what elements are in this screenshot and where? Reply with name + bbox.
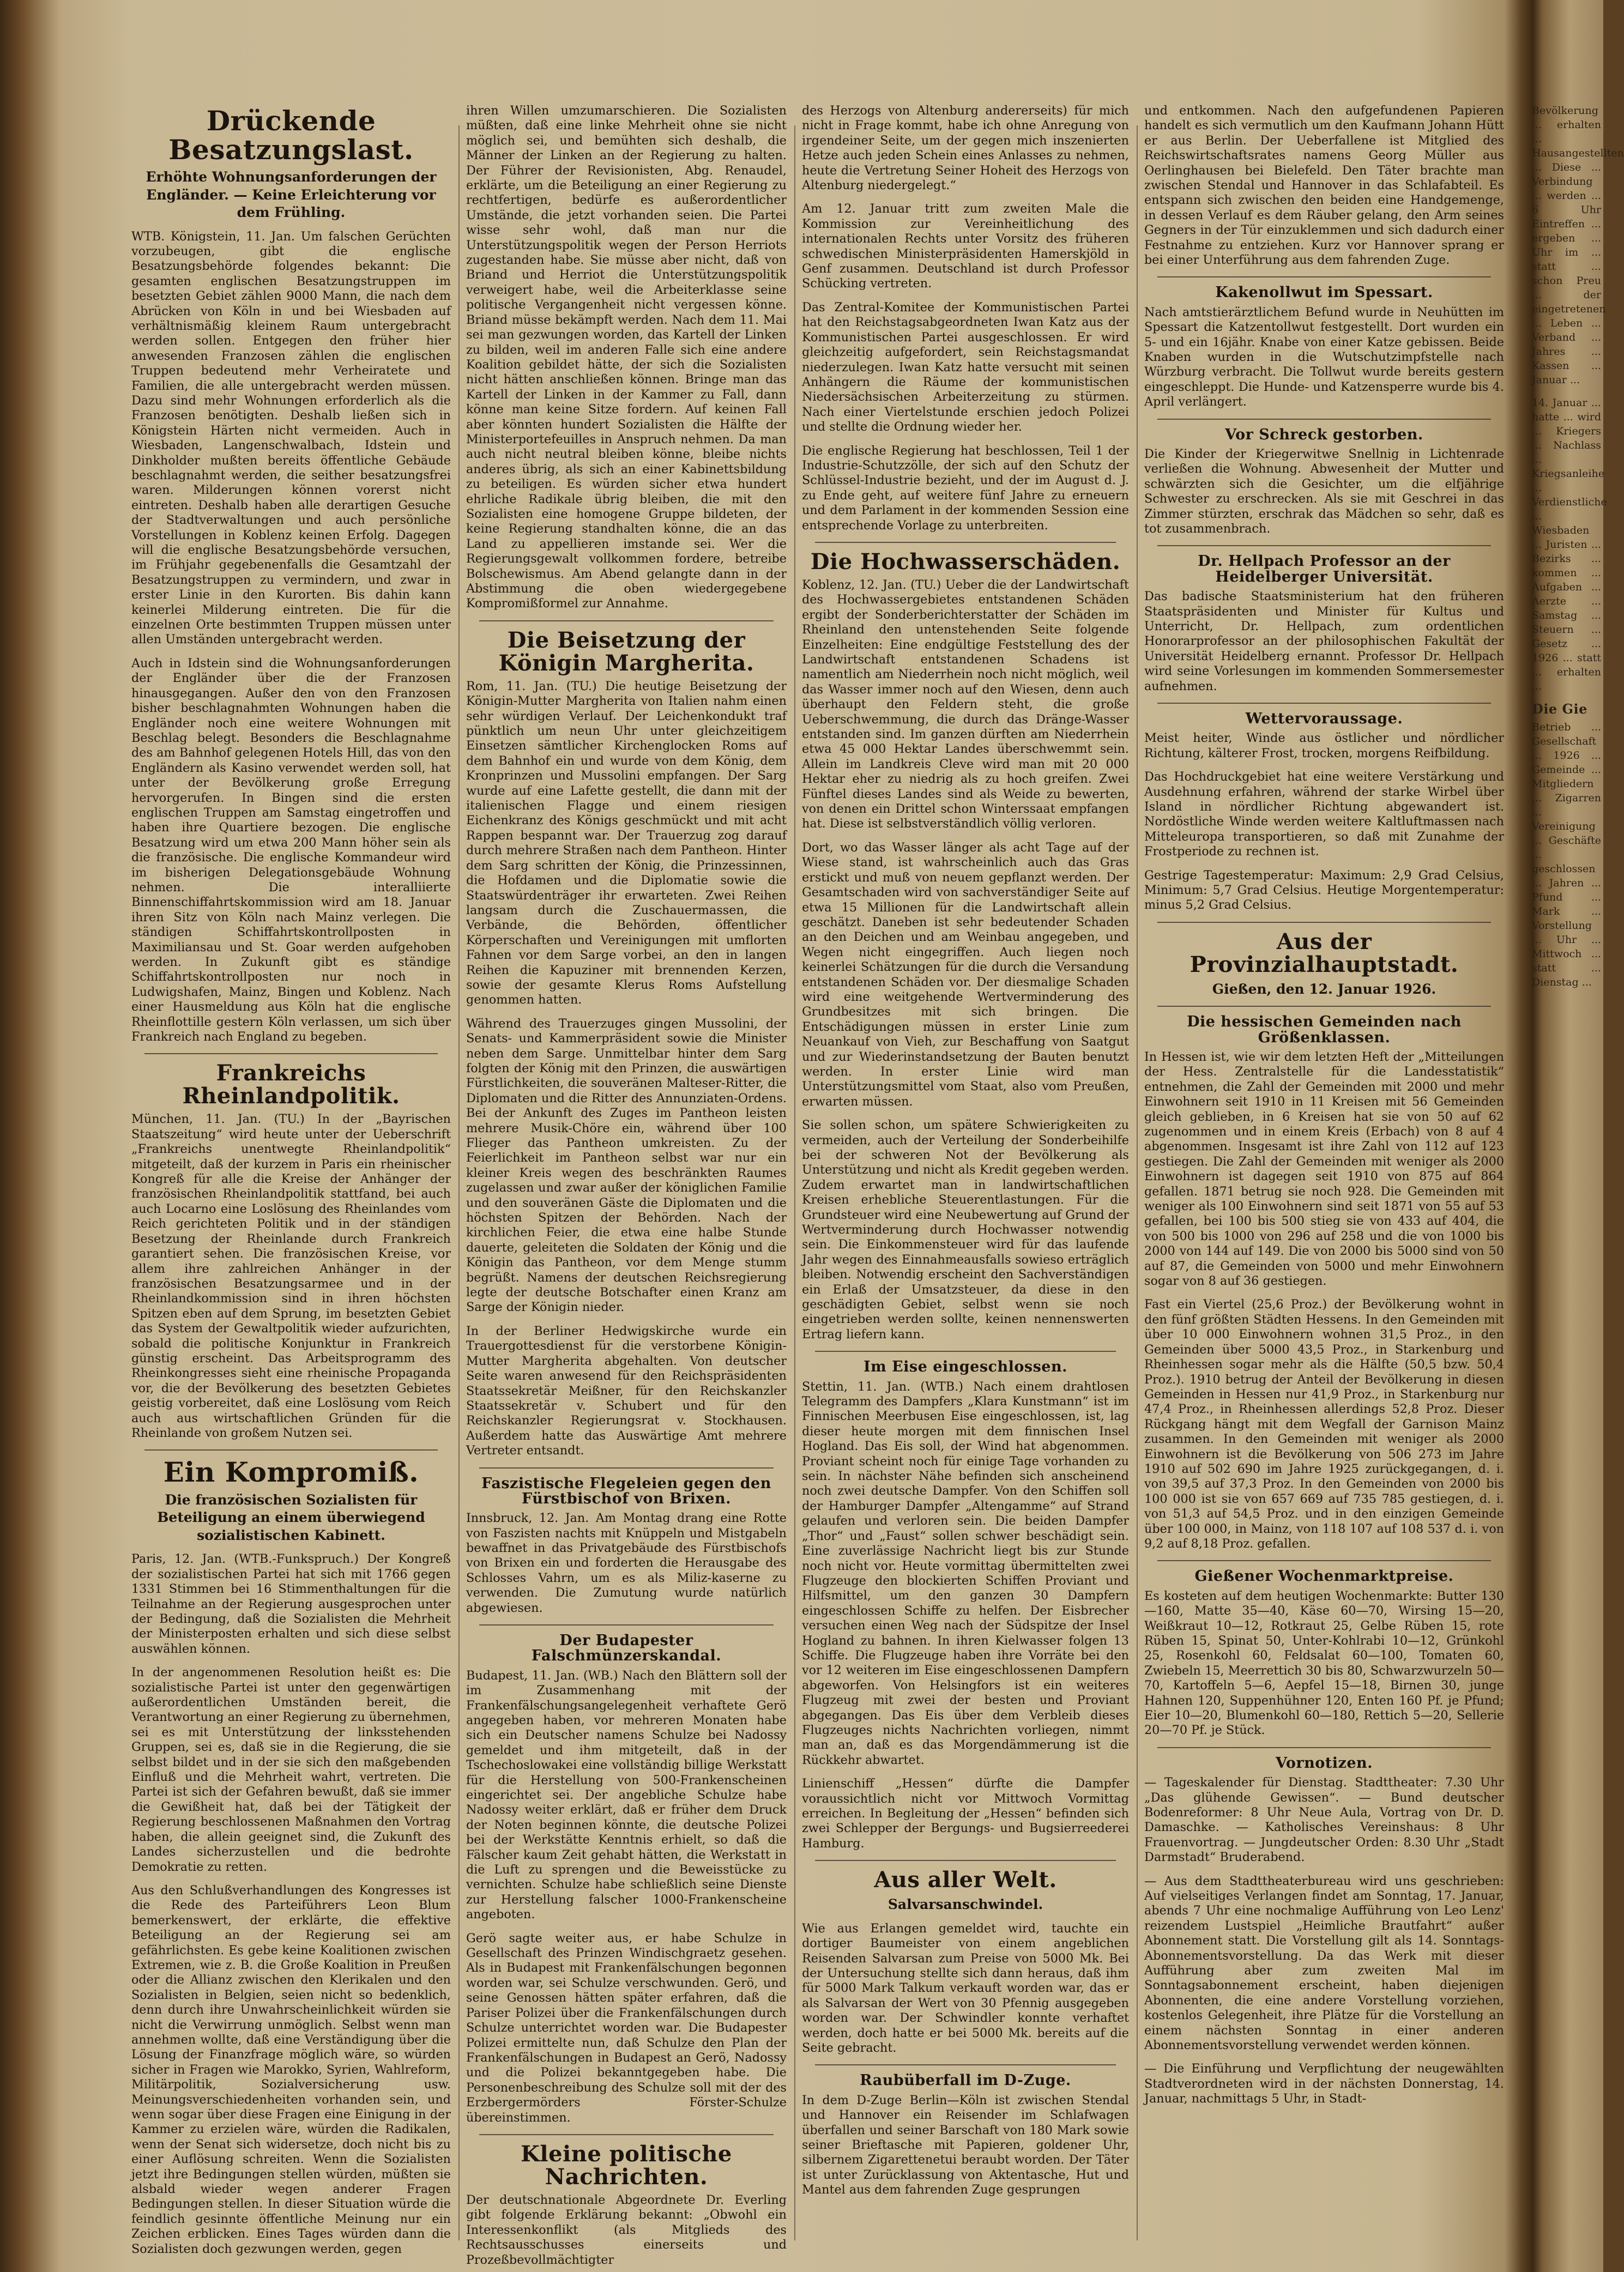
section-divider — [1157, 1006, 1491, 1007]
article-headline: Der Budapester Falschmünzerskandal. — [531, 1632, 722, 1665]
section-divider — [479, 1467, 774, 1469]
article-paragraph: In dem D-Zuge Berlin—Köln ist zwischen Stendal und Hannover ein Reisender im Schlafwagen überfallen und seiner Barschaft von 180 Mark sowie seiner Brieftasche mit Papieren, goldener Uhr, silbernem Zigarettenetui beraubt worden. Der Täter ist unter Zurücklassung von Aktentasche, Hut und Mantel aus dem fahrenden Zuge gesprungen — [802, 2093, 1129, 2197]
article-paragraph: Aus den Schlußverhandlungen des Kongresses ist die Rede des Parteiführers Leon Blum bemerkenswert, der erklärte, die effektive Beteiligung an der Regierung sei am gefährlichsten. Es gebe keine Koalitionen zwischen Extremen, wie z. B. die Große Koalition in Preußen oder die Allianz zwischen den Klerikalen und den Sozialisten in Belgien, seien nicht so bedenklich, denn durch ihre Unwahrscheinlichkeit würden sie nicht die Verwirrung unmöglich. Selbst wenn man annehmen wollte, daß eine Verständigung über die Lösung der Finanzfrage möglich wäre, so würden sicher in Fragen wie Marokko, Syrien, Wahlreform, Militärpolitik, Sozialversicherung usw. Meinungsverschiedenheiten vorhanden sein, und wenn sogar über diese Fragen eine Einigung in der Kammer zu erzielen wäre, würden die Radikalen, wenn der Senat sich widersetze, doch nicht bis zu einer Auflösung schreiten. Wenn die Sozialisten jetzt ihre Bedingungen stellen würden, müßten sie alsbald wieder wegen anderer Fragen Bedingungen stellen. In dieser Situation würde die feindlich gesinnte öffentliche Meinung nur ein Zeichen erblicken. Eines Tages würden dann die Sozialisten doch gezwungen werden, gegen — [131, 1883, 451, 2256]
section-divider — [1157, 419, 1491, 420]
article-paragraph: In der angenommenen Resolution heißt es: Die sozialistische Partei ist unter den gegenwärtigen außerordentlichen Umständen bereit, die Verantwortung an einer Regierung zu übernehmen, sei es mit Unterstützung der linksstehenden Gruppen, sei es, daß sie in die Regierung, die sie selbst bildet und in der sie sich den maßgebenden Einfluß und die Mehrheit wahrt, vertreten. Die Partei ist sich der Gefahren bewußt, daß sie immer die Gewißheit hat, daß bei der Tätigkeit der Regierung beschlossenen Maßnahmen den Vortrag haben, die allein geeignet sind, die Zukunft des Landes sicherzustellen und die bedrohte Demokratie zu retten. — [131, 1665, 451, 1874]
article-subheadline: Die französischen Sozialisten für Beteiligung an einem überwiegend sozialistischen Kabinett. — [157, 1491, 425, 1543]
article-paragraph: Am 12. Januar tritt zum zweiten Male die Kommission zur Vereinheitlichung des internationalen Rechts unter Vorsitz des früheren schwedischen Ministerpräsidenten Hamerskjöld in Genf zusammen. Deutschland ist durch Professor Schücking vertreten. — [802, 202, 1129, 291]
article-paragraph: Der deutschnationale Abgeordnete Dr. Everling gibt folgende Erklärung bekannt: „Obwohl ein Interessenkonflikt (als Mitglieds des Rechtsausschusses einerseits und Prozeßbevollmächtigter — [466, 2192, 787, 2267]
article-paragraph: Koblenz, 12. Jan. (TU.) Ueber die der Landwirtschaft des Hochwassergebietes entstandenen Schäden ergibt der Sonderberichterstatter der Schäden im Rheinland den untenstehenden Seite folgende Einzelheiten: Eine endgültige Feststellung des der Landwirtschaft entstandenen Schadens ist namentlich am Niederrhein noch nicht möglich, weil das Wasser immer noch auf den Wiesen, denn auch überhaupt den Feldern steht, die große Ueberschwemmung, die durch das Dränge-Wasser entstanden sind. Im ganzen dürften am Niederrhein etwa 45 000 Hektar Landes überschwemmt sein. Allein im Landkreis Cleve wird man mit 20 000 Hektar eher zu niedrig als zu hoch greifen. Zwei Fünftel dieses Landes sind als Weide zu bewerten, von denen ein Drittel schon Winterssaat empfangen hat. Diese ist selbstverständlich völlig verloren. — [802, 577, 1129, 831]
article-paragraph: — Tageskalender für Dienstag. Stadttheater: 7.30 Uhr „Das glühende Gewissen“. — Bund deutscher Bodenreformer: 8 Uhr Neue Aula, Vortrag von Dr. D. Damaschke. — Katholisches Vereinshaus: 8 Uhr Frauenvortrag. — Jungdeutscher Orden: 8.30 Uhr „Stadt Darmstadt“ Bruderabend. — [1144, 1775, 1504, 1865]
article-paragraph: des Herzogs von Altenburg andererseits) für mich nicht in Frage kommt, habe ich ohne Anregung von irgendeiner Seite, um der gegen mich inszenierten Hetze auch jeden Schein eines Anlasses zu nehmen, heute die Vertretung Seiner Hoheit des Herzogs von Altenburg niedergelegt.“ — [802, 104, 1129, 193]
edge-text-fragment: Bevölkerung ... erhalten ... Hausangestellten ... Diese ... Verbindung ... werden ... 6 Uhr Eintreffen ... ergeben ... Uhr im ... statt ... schon Preu ... der eingetretenen ... Leben ... Verband ... Jahres ... Kassen ... Januar ... — [1532, 105, 1624, 386]
column-1 — [128, 104, 454, 2254]
adjacent-page-edge — [1526, 104, 1624, 2011]
article-headline: Im Eise eingeschlossen. — [864, 1358, 1067, 1376]
article-headline: Die hessischen Gemeinden nach Größenklassen. — [1187, 1013, 1462, 1046]
section-divider — [1157, 1747, 1491, 1748]
article-paragraph: Linienschiff „Hessen“ dürfte die Dampfer voraussichtlich nicht vor Mittwoch Vormittag erreichen. In Begleitung der „Hessen“ befinden sich zwei Schlepper der Bergungs- und Bugsierreederei Hamburg. — [802, 1776, 1129, 1851]
article-headline: Kleine politische Nachrichten. — [521, 2141, 732, 2190]
article-paragraph: ihren Willen umzumarschieren. Die Sozialisten müßten, daß eine linke Mehrheit ohne sie nicht möglich sei, und bemühten sich deshalb, die Männer der Linken an der Regierung zu halten. Der Führer der Revisionisten, Abg. Renaudel, erklärte, um die Beteiligung an einer Regierung zu rechtfertigen, bedürfe es außerordentlicher Umstände, die jetzt vorhanden seien. Die Partei wisse sehr wohl, daß man nur die Unterstützungspolitik wegen der Person Herriots zugestanden habe. Sie müsse aber nicht, daß von Briand und Herriot die Unterstützungspolitik verweigert habe, weil die Arbeiterklasse seine politische Vergangenheit nicht vergessen könne. Briand müsse bekämpft werden. Nach dem 11. Mai sei man gezwungen worden, das Kartell der Linken zu bilden, weil im anderen Falle sich eine andere Koalition gebildet hätte, der sich die Sozialisten nicht hätten anschließen können. Bringe man das Kartell der Linken in der Kammer zu Fall, dann könne man keine Sitze fordern. Auf keinen Fall aber könnten hundert Sozialisten die Hälfte der Ministerportefeuilles in Anspruch nehmen. Da man auch nicht neutral bleiben könne, bleibe nichts anderes übrig, als sich an einer Kabinettsbildung zu beteiligen. Es würden sicher etwa hundert ehrliche Radikale übrig bleiben, die mit den Sozialisten eine homogene Gruppe bildeten, der keine Regierung standhalten könne, die an das Land zu appellieren imstande sei. Wer die Regierungsgewalt vollkommen fordere, betreibe Bolschewismus. Am Abend gelangte dann in der Abstimmung die oben wiedergegebene Kompromißformel zur Annahme. — [466, 104, 787, 611]
section-divider — [144, 1449, 438, 1451]
article-headline: Wettervoraussage. — [1245, 710, 1403, 727]
column-3 — [799, 104, 1132, 2254]
section-divider — [1157, 545, 1491, 546]
section-divider — [1157, 276, 1491, 277]
article-paragraph: — Die Einführung und Verpflichtung der neugewählten Stadtverordneten wird in der nächsten Donnerstag, 14. Januar, nachmittags 5 Uhr, in Stadt- — [1144, 2062, 1504, 2106]
section-divider — [479, 2134, 774, 2135]
article-headline: Dr. Hellpach Professor an der Heidelberger Universität. — [1198, 553, 1451, 585]
article-headline: Raubüberfall im D-Zuge. — [860, 2072, 1071, 2089]
article-subheadline: Gießen, den 12. Januar 1926. — [1212, 981, 1436, 997]
edge-text-fragment: 14. Januar ... hatte ... wird ... Kriegers ... Nachlass ... Kriegsanleihe ... Verdienstliche ... Wiesbaden ... Juristen ... Bezirks ... kommen ... Aufgaben ... Aerzte ... Samstag ... Steuern ... Gesetz ... 1926 ... statt ... erhalten ... — [1532, 397, 1607, 692]
article-paragraph: und entkommen. Nach den aufgefundenen Papieren handelt es sich vermutlich um den Kaufmann Johann Hütt er aus Berlin. Der Ueberfallene ist Mitglied des Reichswirtschaftsrates namens Georg Müller aus Oerlinghausen bei Bielefeld. Den Täter brachte man zwischen Stendal und Hannover in das Schlafabteil. Es entspann sich zwischen den beiden eine Handgemenge, in dessen Verlauf es dem Räuber gelang, den Arm seines Gegners in der Tür einzuklemmen und sich dadurch einer Festnahme zu entziehen. Kurz vor Hannover sprang er bei einer Unterführung aus dem fahrenden Zuge. — [1144, 104, 1504, 268]
article-paragraph: Gestrige Tagestemperatur: Maximum: 2,9 Grad Celsius, Minimum: 5,7 Grad Celsius. Heutige Morgentemperatur: minus 5,2 Grad Celsius. — [1144, 868, 1504, 913]
article-headline: Die Beisetzung der Königin Margherita. — [498, 627, 754, 676]
column-rule — [794, 125, 795, 2240]
article-paragraph: Fast ein Viertel (25,6 Proz.) der Bevölkerung wohnt in den fünf größten Städten Hessens. In den Gemeinden mit über 10 000 Einwohnern wohnen 31,5 Proz., in den Gemeinden über 5000 43,5 Proz., in Starkenburg und Rheinhessen sogar mehr als die Hälfte (50,5 bzw. 50,4 Proz.). 1910 betrug der Anteil der Bevölkerung in diesen Gemeinden in Hessen nur 41,9 Proz., in Starkenburg nur 47,4 Proz., in Rheinhessen allerdings 52,8 Proz. Dieser Rückgang hängt mit dem Wegfall der Garnison Mainz zusammen. In den Gemeinden mit weniger als 2000 Einwohnern ist die Bevölkerung von 506 273 im Jahre 1910 auf 502 690 im Jahre 1925 zurückgegangen, d. i. von 39,5 auf 37,3 Proz. In den Gemeinden von 2000 bis 100 000 ist sie von 657 669 auf 735 785 gestiegen, d. i. von 51,3 auf 54,5 Proz. und in den einzigen Gemeinde über 100 000, in Mainz, von 118 107 auf 108 537 d. i. von 9,2 auf 8,18 Proz. gefallen. — [1144, 1297, 1504, 1551]
section-divider — [1157, 1560, 1491, 1561]
article-paragraph: In der Berliner Hedwigskirche wurde ein Trauergottesdienst für die verstorbene Königin-Mutter Margherita abgehalten. Von deutscher Seite waren anwesend für den Reichspräsidenten Staatssekretär Meißner, für den Reichskanzler Staatssekretär v. Schubert und für den Reichskanzler Regierungsrat v. Stockhausen. Außerdem hatte das Auswärtige Amt mehrere Vertreter entsandt. — [466, 1324, 787, 1458]
article-paragraph: Stettin, 11. Jan. (WTB.) Nach einem drahtlosen Telegramm des Dampfers „Klara Kunstmann“ ist im Finnischen Meerbusen Eise eingeschlossen, ist, lag dieser heute morgen mit dem finnischen Insel Hogland. Das Eis soll, der Wind hat abgenommen. Proviant scheint noch für einige Tage vorhanden zu sein. In nächster Nähe befinden sich anscheinend noch zwei deutsche Dampfer. Von den Schiffen soll der Hamburger Dampfer „Altengamme“ auf Strand gelaufen und verloren sein. Die beiden Dampfer „Thor“ und „Faust“ sollen schwer beschädigt sein. Eine zuverlässige Nachricht liegt bis zur Stunde noch nicht vor. Heute vormittag übermittelten zwei Flugzeuge den blockierten Schiffen Proviant und Hilfsmittel, um den ganzen 30 Dampfern eingeschlossen Schiffe zu helfen. Der Eisbrecher versuchen einen Weg nach der Südspitze der Insel Hogland zu bahnen. In ihren Kielwasser folgen 13 Schiffe. Die Flugzeuge haben ihre Vorräte bei den vor 12 weiteren im Eise eingeschlossenen Dampfern abgeworfen. Von Helsingfors ist ein weiteres Flugzeug mit zwei der besten und Proviant abgegangen. Das Eis über dem Verbleib dieses Flugzeuges nichts Nachrichten vorliegen, nimmt man an, daß es das Morgendämmerung ist die Rückkehr abwartet. — [802, 1379, 1129, 1767]
section-divider — [1157, 703, 1491, 704]
newspaper-page — [128, 104, 1507, 2267]
article-subheadline: Salvarsanschwindel. — [888, 1896, 1043, 1913]
column-4 — [1141, 104, 1507, 2254]
article-paragraph: Es kosteten auf dem heutigen Wochenmarkte: Butter 130—160, Matte 35—40, Käse 60—70, Wirsing 15—20, Weißkraut 10—12, Rotkraut 25, Gelbe Rüben 15, rote Rüben 15, Spinat 50, Unter-Kohlrabi 10—12, Grünkohl 25, Rosenkohl 60, Feldsalat 60—100, Tomaten 60, Zwiebeln 15, Meerrettich 30 bis 80, Schwarzwurzeln 50—70, Kartoffeln 5—6, Aepfel 15—18, Birnen 30, junge Hahnen 120, Suppenhühner 120, Enten 160 Pf. je Pfund; Eier 10—20, Blumenkohl 60—180, Rettich 5—20, Sellerie 20—70 Pf. je Stück. — [1144, 1588, 1504, 1738]
article-paragraph: Während des Trauerzuges gingen Mussolini, der Senats- und Kammerpräsident sowie die Minister neben dem Sarge. Unmittelbar hinter dem Sarg folgten der König mit den Prinzen, die auswärtigen Fürstlichkeiten, die souveränen Malteser-Ritter, die Diplomaten und die Ritter des Annunziaten-Ordens. Bei der Ankunft des Zuges im Pantheon leisten mehrere Musik-Chöre ein, während über 100 Flieger das Pantheon umkreisten. Zu der Feierlichkeit im Pantheon selbst war nur ein kleiner Kreis wegen des beschränkten Raumes zugelassen und zwar außer der königlichen Familie und den souveränen Gäste die Diplomaten und die höchsten Spitzen der Behörden. Nach der kirchlichen Feier, die etwa eine halbe Stunde dauerte, geleiteten die Soldaten der König und die Königin das Pantheon, vor dem Menge stumm begrüßt. Namens der deutschen Reichsregierung legte der deutsche Botschafter einen Kranz am Sarge der Königin nieder. — [466, 1016, 787, 1315]
section-divider — [1157, 922, 1491, 923]
section-divider — [479, 620, 774, 621]
article-paragraph: Paris, 12. Jan. (WTB.-Funkspruch.) Der Kongreß der sozialistischen Partei hat sich mit 1766 gegen 1331 Stimmen bei 16 Stimmenthaltungen für die Teilnahme an der Regierung ausgesprochen unter der Bedingung, daß die Sozialisten die Mehrheit der Ministerposten erhalten und sich diese selbst auswählen können. — [131, 1552, 451, 1656]
article-headline: Aus aller Welt. — [874, 1867, 1057, 1893]
article-headline: Gießener Wochenmarktpreise. — [1194, 1568, 1454, 1585]
article-paragraph: Das Hochdruckgebiet hat eine weitere Verstärkung und Ausdehnung erfahren, während der starke Wirbel über Island in nördlicher Richtung abgewandert ist. Nordöstliche Winde werden weitere Kaltluftmassen nach Mitteleuropa transportieren, so daß mit Zunahme der Frostperiode zu rechnen ist. — [1144, 770, 1504, 859]
article-paragraph: Sie sollen schon, um spätere Schwierigkeiten zu vermeiden, auch der Verteilung der Sonderbeihilfe bei der schweren Not der Bevölkerung als Unterstützung und nicht als Kredit gegeben werden. Zudem erwartet man in landwirtschaftlichen Kreisen erhebliche Steuerentlastungen. Für die Grundsteuer wird eine Neubewertung auf Grund der Wertverminderung durch Hochwasser notwendig sein. Die Einkommensteuer wird für das laufende Jahr wegen des Einnahmeausfalls sowieso erträglich bleiben. Notwendig erscheint den Sachverständigen ein Erlaß der Umsatzsteuer, da diese in den geschädigten Gebiet, selbst wenn sie noch eingetrieben werden sollte, keinen nennenswerten Ertrag liefern kann. — [802, 1118, 1129, 1342]
article-paragraph: WTB. Königstein, 11. Jan. Um falschen Gerüchten vorzubeugen, gibt die englische Besatzungsbehörde folgendes bekannt: Die gesamten englischen Besatzungstruppen im besetzten Gebiet zählen 9000 Mann, die nach dem Abrücken von Köln in und bei Wiesbaden auf verhältnismäßig kleinem Raum untergebracht werden sollen. Entgegen den früher hier anwesenden Franzosen zählen die englischen Truppen bedeutend mehr Verheiratete und Familien, die alle untergebracht werden müssen. Dazu sind mehr Wohnungen erforderlich als die Franzosen benötigten. Deshalb ließen sich in Königstein Härten nicht vermeiden. Auch in Wiesbaden, Langenschwalbach, Idstein und Dinkholder mußten bereits öffentliche Gebäude beschlagnahmt werden, die seither besatzungsfrei waren. Milderungen können vorerst nicht eintreten. Deshalb haben alle derartigen Gesuche der Stadtverwaltungen und auch persönliche Vorstellungen in Koblenz keinen Erfolg. Dagegen will die englische Besatzungsbehörde versuchen, im Frühjahr gegebenenfalls die Gesamtzahl der Besatzungstruppen zu vermindern, und zwar in erster Linie in den Kurorten. Bis dahin kann keinerlei Milderung eintreten. Die für die einzelnen Orte bestimmten Truppen müssen unter allen Umständen untergebracht werden. — [131, 229, 451, 647]
article-paragraph: In Hessen ist, wie wir dem letzten Heft der „Mitteilungen der Hess. Zentralstelle für die Landesstatistik“ entnehmen, die Zahl der Gemeinden mit 2000 und mehr Einwohnern seit 1910 in 11 Kreisen mit 56 Gemeinden gleich geblieben, in 6 Kreisen hat sie von 50 auf 62 zugenommen und in einem Kreis (Erbach) von 8 auf 4 abgenommen. Insgesamt ist ihre Zahl von 112 auf 123 gestiegen. Die Zahl der Gemeinden mit weniger als 2000 Einwohnern ist dagegen seit 1910 von 875 auf 864 gefallen. 1871 betrug sie noch 928. Die Gemeinden mit weniger als 100 Einwohnern sind seit 1871 von 55 auf 53 gefallen, bei 100 bis 500 stieg sie von 433 auf 404, die von 500 bis 1000 von 296 auf 258 und die von 1000 bis 2000 von 144 auf 149. Die von 2000 bis 5000 sind von 50 auf 87, die Gemeinden von 5000 und mehr Einwohnern sogar von 8 auf 36 gestiegen. — [1144, 1049, 1504, 1289]
article-paragraph: Gerö sagte weiter aus, er habe Schulze in Gesellschaft des Prinzen Windischgraetz gesehen. Als in Budapest mit Frankenfälschungen begonnen worden war, sei Schulze verschwunden. Gerö, und seine Genossen hätten später erfahren, daß die Pariser Polizei über die Frankenfälschungen durch Schulze unterrichtet worden war. Die Budapester Polizei ermittelte nun, daß Schulze den Plan der Frankenfälschungen in Budapest an Gerö, Nadossy und die Polizei bekanntgegeben habe. Die Personenbeschreibung des Schulze soll mit der des Erzbergermörders Förster-Schulze übereinstimmen. — [466, 1931, 787, 2125]
article-headline: Ein Kompromiß. — [163, 1456, 419, 1489]
article-headline: Vor Schreck gestorben. — [1225, 426, 1423, 443]
article-paragraph: Budapest, 11. Jan. (WB.) Nach den Blättern soll der im Zusammenhang mit der Frankenfälschungsangelegenheit verhaftete Gerö angegeben haben, vor mehreren Monaten habe sich ein Deutscher namens Schulze bei Nadossy gemeldet und ihm mitgeteilt, daß in der Tschechoslowakei eine vollständig billige Werkstatt für die Herstellung von 500-Frankenscheinen eingerichtet sei. Der angebliche Schulze habe Nadossy weiter erklärt, daß er früher dem Druck der Noten beginnen könnte, die deutsche Polizei bei der Werkstätte Kenntnis erhielt, so daß die Fälscher kaum Zeit gehabt hätten, die Werkstatt in die Luft zu sprengen und die Beweisstücke zu vernichten. Schulze habe schließlich seine Dienste zur Herstellung falscher 1000-Frankenscheine angeboten. — [466, 1668, 787, 1922]
article-paragraph: Das badische Staatsministerium hat den früheren Staatspräsidenten und Minister für Kultus und Unterricht, Dr. Hellpach, zum ordentlichen Honorarprofessor an der philosophischen Fakultät der Universität Heidelberg ernannt. Professor Dr. Hellpach wird seine Vorlesungen im kommenden Sommersemester aufnehmen. — [1144, 589, 1504, 693]
edge-headline: Die Gie — [1532, 701, 1587, 717]
article-paragraph: Wie aus Erlangen gemeldet wird, tauchte ein dortiger Baumeister von einem angeblichen Reisenden Salvarsan zum Preise von 5000 Mk. Bei der Untersuchung stellte sich dann heraus, daß ihm für 5000 Mark Talkum verkauft worden war, das er als Salvarsan der Wert von 30 Pfennig ausgegeben worden war. Der Schwindler konnte verhaftet werden, doch hatte er bei 5000 Mk. bereits auf die Seite gebracht. — [802, 1921, 1129, 2055]
article-headline: Drückende Besatzungslast. — [168, 105, 414, 166]
section-divider — [815, 542, 1116, 543]
article-headline: Vornotizen. — [1275, 1754, 1373, 1772]
article-paragraph: Die englische Regierung hat beschlossen, Teil 1 der Industrie-Schutzzölle, der sich auf den Schutz der Schlüssel-Industrie bezieht, und der im August d. J. zu Ende geht, auf weitere fünf Jahre zu erneuern und dem Parlament in der kommenden Session eine entsprechende Vorlage zu unterbreiten. — [802, 443, 1129, 533]
column-rule — [458, 125, 460, 2240]
article-paragraph: Die Kinder der Kriegerwitwe Snellnig in Lichtenrade verließen die Wohnung. Abwesenheit der Mutter und schwärzten sich die Gesichter, um die elfjährige Schwester zu erschrecken. Als sie mit Geschrei in das Zimmer stürzten, erschrak das Mädchen so sehr, daß es tot zusammenbrach. — [1144, 447, 1504, 536]
article-paragraph: Nach amtstierärztlichem Befund wurde in Neuhütten im Spessart die Katzentollwut festgestellt. Dort wurden ein 5- und ein 16jähr. Knabe von einer Katze gebissen. Beide Knaben wurden in die Wutschutzimpfstelle nach Würzburg verbracht. Die Tollwut wurde bereits gestern eingeschleppt. Die Hunde- und Katzensperre wurde bis 4. April verlängert. — [1144, 305, 1504, 409]
article-paragraph: München, 11. Jan. (TU.) In der „Bayrischen Staatszeitung“ wird heute unter der Ueberschrift „Frankreichs unentwegte Rheinlandpolitik“ mitgeteilt, daß der kurzem in Paris ein rheinischer Kongreß für alle die Kreise der Anhänger der französischen Rheinlandpolitik stattfand, bei auch auch Locarno eine Loslösung des Rheinlandes vom Reich gerichteten Politik und in der ständigen Besetzung der Rheinlande durch Frankreich garantiert sehen. Die französischen Kreise, vor allem ihre zahlreichen Anhänger in der französischen Besatzungsarmee und in der Rheinlandkommission sind in ihren höchsten Spitzen eben auf dem Sprung, im besetzten Gebiet das System der Gewaltpolitik wieder aufzurichten, sobald die politische Konjunktur in Frankreich günstig erscheint. Das Arbeitsprogramm des Rheinkongresses sieht eine rheinische Propaganda vor, die der Bevölkerung des besetzten Gebietes geistig vorbereitet, daß eine Loslösung vom Reich auch aus wirtschaftlichen Gründen für die Rheinlande von großem Nutzen sei. — [131, 1112, 451, 1440]
section-divider — [815, 1351, 1116, 1352]
column-rule — [1137, 125, 1138, 2240]
article-paragraph: — Aus dem Stadttheaterbureau wird uns geschrieben: Auf vielseitiges Verlangen findet am Sonntag, 17. Januar, abends 7 Uhr eine nochmalige Aufführung von Leo Lenz' reizendem Lustspiel „Heimliche Brautfahrt“ außer Abonnement statt. Die Vorstellung gilt als 14. Sonntags-Abonnementsvorstellung. Da das Werk mit dieser Aufführung aber zum zweiten Mal im Sonntagsabonnement erscheint, haben diejenigen Abonnenten, die eine andere Vorstellung vorziehen, kostenlos Gelegenheit, ihre Plätze für die Vorstellung an einem nächsten Sonntag in einer anderen Abonnementsvorstellung verwendet werden können. — [1144, 1874, 1504, 2053]
article-headline: Kakenollwut im Spessart. — [1215, 284, 1433, 301]
section-divider — [144, 1053, 438, 1054]
article-headline: Frankreichs Rheinlandpolitik. — [182, 1060, 400, 1109]
section-divider — [815, 2064, 1116, 2065]
article-paragraph: Dort, wo das Wasser länger als acht Tage auf der Wiese stand, ist wahrscheinlich auch das Gras erstickt und muß von neuem gepflanzt werden. Der Gesamtschaden wird von sachverständiger Seite auf etwa 15 Millionen für die Landwirtschaft allein geschätzt. Daneben ist sehr bedeutender Schaden an den Deichen und am Weinbau angegeben, und Wegen nicht eingegriffen. Auch liegen noch keinerlei Schätzungen für die durch die Versandung entstandenen Schäden vor. Der diesmalige Schaden wird eine weitgehende Wertverminderung des Grundbesitzes mit sich bringen. Die Entschädigungen müssen in erster Linie zum Neuankauf von Vieh, zur Beschaffung von Saatgut und zur Wiederinstandsetzung der Bauten benutzt werden. In erster Linie wird man Unterstützungsmittel vom Staat, also vom Preußen, erwarten müssen. — [802, 840, 1129, 1109]
article-paragraph: Das Zentral-Komitee der Kommunistischen Partei hat den Reichstagsabgeordneten Iwan Katz aus der Kommunistischen Partei ausgeschlossen. Er wird gleichzeitig aufgefordert, sein Reichstagsmandat niederzulegen. Iwan Katz hatte versucht mit seinen Anhängern die Räume der kommunistischen Niedersächsischen Arbeiterzeitung zu stürmen. Nach einer Viertelstunde erschien jedoch Polizei und stellte die Ordnung wieder her. — [802, 300, 1129, 434]
article-headline: Faszistische Flegeleien gegen den Fürstbischof von Brixen. — [481, 1475, 771, 1507]
article-paragraph: Auch in Idstein sind die Wohnungsanforderungen der Engländer über die der Franzosen hinausgegangen. Außer den von den Franzosen bisher beschlagnahmten Wohnungen haben die Engländer noch eine weitere Wohnungen mit Beschlag belegt. Besonders die Beschlagnahme des am Bahnhof gelegenen Hotels Hill, das von den Engländern als Kasino verwendet werden soll, hat unter der Bevölkerung große Erregung hervorgerufen. In Bingen sind die ersten englischen Truppen am Samstag eingetroffen und haben ihre Quartiere bezogen. Die englische Besatzung wird um etwa 200 Mann höher sein als die französische. Die englische Kommandeur wird im bisherigen Delegationsgebäude Wohnung nehmen. Die interalliierte Binnenschiffahrtskommission wird am 18. Januar ihren Sitz von Köln nach Mainz verlegen. Die ständigen Schiffahrtskontrollposten in Maximiliansau und St. Goar werden aufgehoben werden. In Zukunft gibt es ständige Schiffahrtskontrollposten nur noch in Ludwigshafen, Mainz, Bingen und Koblenz. Nach einer Hausmeldung aus Köln hat die englische Rheinflottille gestern Köln verlassen, um sich über Frankreich nach England zu begeben. — [131, 656, 451, 1044]
article-paragraph: Innsbruck, 12. Jan. Am Montag drang eine Rotte von Faszisten nachts mit Knüppeln und Mistgabeln bewaffnet in das Privatgebäude des Fürstbischofs von Brixen ein und forderten die Herausgabe des Schlosses Vahrn, um es als Miliz-kaserne zu verwenden. Die Zumutung wurde natürlich abgewiesen. — [466, 1511, 787, 1615]
edge-text-fragment: Betrieb ... Gesellschaft ... 1926 ... Gemeinde ... Mitgliedern ... Zigarren ... Vereinigung ... Geschäfte ... geschlossen ... Jahren ... Pfund ... Mark ... Vorstellung ... Uhr ... Mittwoch ... statt ... Dienstag ... — [1532, 721, 1601, 989]
article-headline: Aus der Provinzialhauptstadt. — [1190, 928, 1459, 977]
article-paragraph: Rom, 11. Jan. (TU.) Die heutige Beisetzung der Königin-Mutter Margherita von Italien nahm einen sehr würdigen Verlauf. Der Leichenkondukt traf pünktlich um neun Uhr unter gleichzeitigem Einsetzen sämtlicher Kirchenglocken Roms auf dem Bahnhof ein und wurde von dem König, dem Kronprinzen und Mussolini empfangen. Der Sarg wurde auf eine Lafette gestellt, die dann mit der italienischen Flagge und einem riesigen Eichenkranz des Königs geschmückt und mit acht Rappen bespannt war. Der Trauerzug zog darauf durch mehrere Straßen nach dem Pantheon. Hinter dem Sarg schritten der König, die Prinzessinnen, die Hofdamen und die Diplomatie sowie die Staatswürdenträger ihr erwarteten. Zwei Reihen langsam durch die Zuschauermassen, die Verbände, die Behörden, öffentlicher Körperschaften und Vereinigungen mit umflorten Fahnen vor dem Sarge vorbei, an den in langen Reihen die Kapuziner mit brennenden Kerzen, sowie der gesamte Klerus Roms Aufstellung genommen hatten. — [466, 679, 787, 1007]
section-divider — [815, 1860, 1116, 1861]
article-paragraph: Meist heiter, Winde aus östlicher und nördlicher Richtung, kälterer Frost, trocken, morgens Reifbildung. — [1144, 731, 1504, 760]
article-headline: Die Hochwasserschäden. — [810, 548, 1121, 575]
column-2 — [463, 104, 790, 2267]
section-divider — [479, 1624, 774, 1626]
article-subheadline: Erhöhte Wohnungsanforderungen der Engländer. — Keine Erleichterung vor dem Frühling. — [146, 169, 437, 220]
